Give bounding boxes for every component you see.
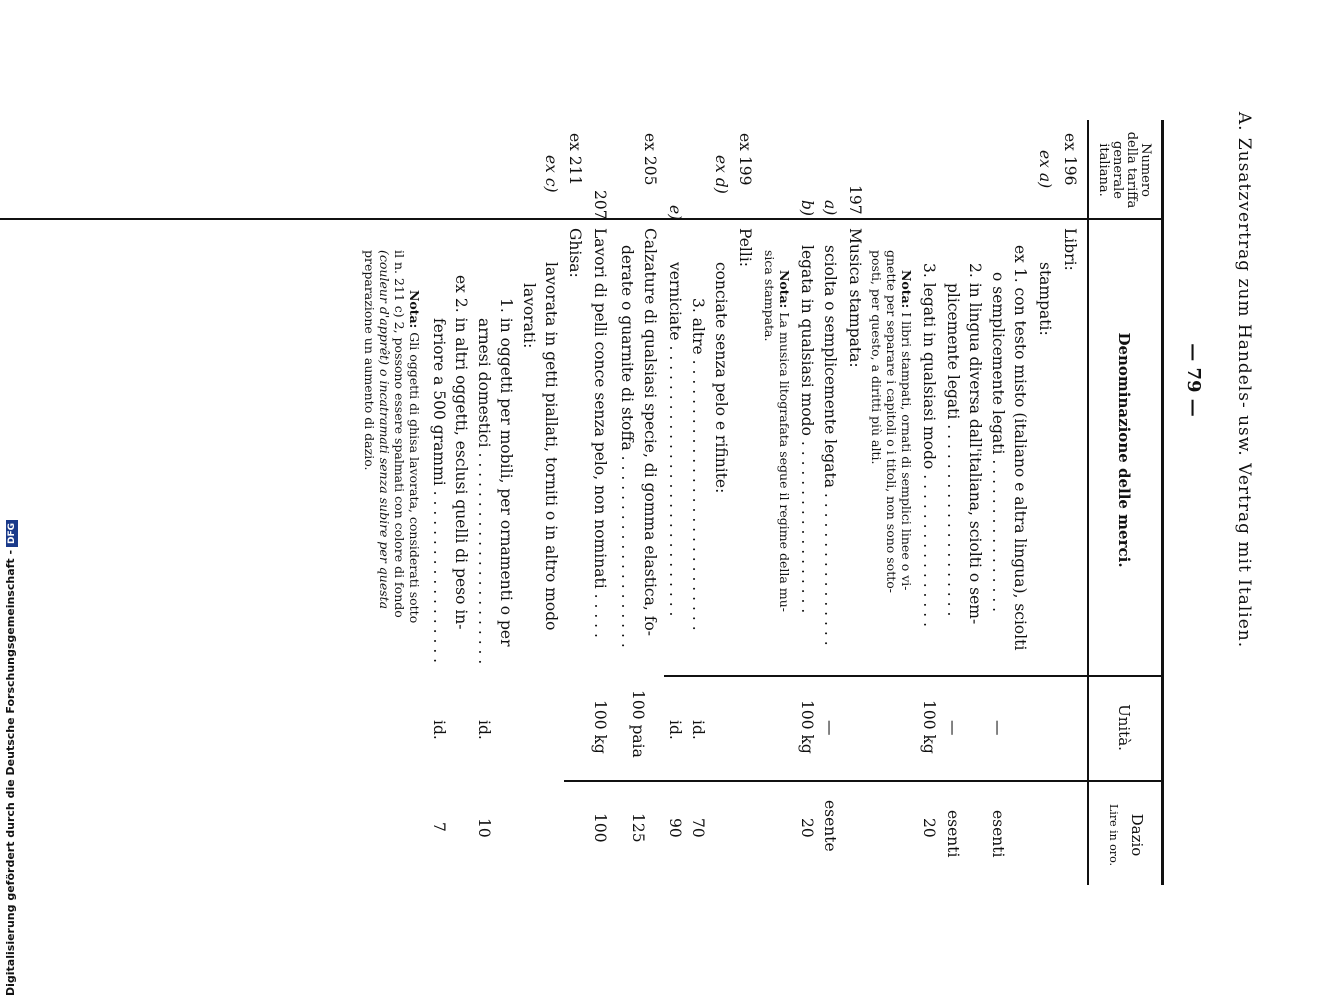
row-desc: lavorata in getti piallati, torniti o in altro modo bbox=[542, 262, 560, 631]
row-dazio: esenti bbox=[944, 810, 962, 858]
note-label: Nota: bbox=[407, 290, 422, 329]
table-top-rule bbox=[1161, 120, 1164, 885]
row-dazio: esenti bbox=[989, 810, 1007, 858]
running-head: A. Zusatzvertrag zum Handels- usw. Vertrag mit Italien. bbox=[1234, 111, 1254, 649]
note-text: La musica litografata segue il regime della mu- bbox=[777, 312, 792, 612]
col-divider-1 bbox=[0, 218, 1164, 220]
row-desc: o semplicemente legati . . . . . . . . . . . . . . . . bbox=[989, 272, 1007, 613]
col-divider-2 bbox=[664, 675, 1164, 677]
note-text: (couleur d'apprêt) o incatramati senza subire per questa bbox=[377, 250, 392, 610]
footer-text: Digitalisierung gefördert durch die Deutsche Forschungsgemeinschaft - bbox=[4, 549, 17, 996]
row-desc: legata in qualsiasi modo . . . . . . . . . . . . . . . . . . bbox=[798, 245, 816, 614]
header-dazio: Dazio bbox=[1128, 813, 1146, 857]
row-unit: 100 kg bbox=[798, 700, 816, 754]
row-unit: id. bbox=[666, 720, 684, 740]
row-desc: sciolta o semplicemente legata . . . . . . . . . . . . . . . . bbox=[821, 245, 839, 646]
digitization-footer bbox=[4, 0, 18, 996]
row-desc: Musica stampata: bbox=[846, 228, 864, 368]
row-unit: 100 kg bbox=[591, 700, 609, 754]
note-text: sica stampata. bbox=[762, 250, 777, 342]
row-num: ex c) bbox=[542, 155, 560, 193]
row-desc: 3. altre . . . . . . . . . . . . . . . . . . . . . . . . . . . . bbox=[689, 298, 707, 631]
table-header-rule bbox=[1087, 120, 1089, 885]
row-dazio: 100 bbox=[591, 813, 609, 843]
row-unit: — bbox=[989, 720, 1007, 736]
row-desc: stampati: bbox=[1036, 262, 1054, 336]
col-divider-3 bbox=[564, 780, 1164, 782]
page-number: — 79 — bbox=[1183, 343, 1204, 417]
row-desc: 1. in oggetti per mobili, per ornamenti o per bbox=[497, 298, 515, 647]
row-desc: verniciate . . . . . . . . . . . . . . . . . . . . . . . . . . . . bbox=[666, 262, 684, 617]
row-dazio: esente bbox=[821, 800, 839, 852]
row-desc: arnesi domestici . . . . . . . . . . . . . . . . . . . . . . bbox=[475, 318, 493, 665]
row-num: ex 199 bbox=[736, 133, 754, 186]
row-desc: conciate senza pelo e rifinite: bbox=[712, 262, 730, 494]
note-text: posti, per questo, a diritti più alti. bbox=[869, 250, 884, 465]
row-num: 197 bbox=[846, 185, 864, 215]
row-num: a) bbox=[821, 200, 839, 216]
row-desc: 3. legati in qualsiasi modo . . . . . . . . . . . . . . . . bbox=[920, 263, 938, 628]
row-unit: — bbox=[821, 720, 839, 736]
row-desc: lavorati: bbox=[520, 283, 538, 349]
row-desc: derate o guarnite di stoffa . . . . . . . . . . . . . . . . . . . . bbox=[618, 245, 636, 648]
row-unit: — bbox=[944, 720, 962, 736]
row-num: ex a) bbox=[1036, 150, 1054, 189]
row-unit: id. bbox=[475, 720, 493, 740]
header-numero: Numero della tariffa generale italiana. bbox=[1096, 131, 1153, 209]
row-desc: feriore a 500 grammi . . . . . . . . . . . . . . . . . . bbox=[430, 318, 448, 664]
row-desc: Ghisa: bbox=[566, 228, 584, 278]
row-desc: ex 2. in altri oggetti, esclusi quelli di peso in- bbox=[452, 275, 470, 630]
row-num: b) bbox=[798, 200, 816, 216]
note-text: gnette per separare i capitoli o i titoli, non sono sotto- bbox=[884, 250, 899, 594]
row-desc: plicemente legati . . . . . . . . . . . . . . . . . . . . bbox=[944, 283, 962, 617]
header-dazio-sub: Lire in oro. bbox=[1107, 804, 1120, 866]
header-denominazione: Denominazione delle merci. bbox=[1115, 332, 1133, 568]
note-text: I libri stampati, ornati di semplici linee o vi- bbox=[899, 312, 914, 591]
row-dazio: 20 bbox=[920, 818, 938, 838]
row-desc: Libri: bbox=[1061, 228, 1079, 271]
row-num: 207 bbox=[591, 190, 609, 220]
row-unit: 100 kg bbox=[920, 700, 938, 754]
row-desc: 2. in lingua diversa dall'italiana, sciolti o sem- bbox=[966, 263, 984, 625]
row-dazio: 10 bbox=[475, 818, 493, 838]
row-dazio: 125 bbox=[629, 813, 647, 843]
row-dazio: 90 bbox=[666, 818, 684, 838]
note-text: preparazione un aumento di dazio. bbox=[362, 250, 377, 471]
row-dazio: 70 bbox=[689, 818, 707, 838]
row-dazio: 7 bbox=[430, 822, 448, 832]
row-num: ex 196 bbox=[1061, 133, 1079, 186]
row-unit: id. bbox=[430, 720, 448, 740]
row-unit: 100 paia bbox=[629, 690, 647, 758]
note-text: Gli oggetti di ghisa lavorata, considerati sotto bbox=[407, 332, 422, 624]
row-desc: Pelli: bbox=[736, 228, 754, 267]
note-label: Nota: bbox=[777, 270, 792, 309]
header-unita: Unità. bbox=[1115, 704, 1133, 751]
row-num: ex d) bbox=[712, 155, 730, 194]
dfg-logo-icon: DFG bbox=[6, 520, 18, 547]
row-dazio: 20 bbox=[798, 818, 816, 838]
row-desc: Lavori di pelli conce senza pelo, non nominati . . . . . bbox=[591, 228, 609, 638]
row-desc: Calzature di qualsiasi specie, di gomma elastica, fo- bbox=[641, 228, 659, 637]
row-unit: id. bbox=[689, 720, 707, 740]
row-num: ex 205 bbox=[641, 133, 659, 186]
note-text: il n. 211 c) 2, possono essere spalmati con colore di fondo bbox=[392, 250, 407, 618]
row-num: e) bbox=[666, 205, 684, 221]
note-label: Nota: bbox=[899, 270, 914, 309]
row-num: ex 211 bbox=[566, 133, 584, 186]
row-desc: ex 1. con testo misto (italiano e altra lingua), sciolti bbox=[1011, 245, 1029, 651]
